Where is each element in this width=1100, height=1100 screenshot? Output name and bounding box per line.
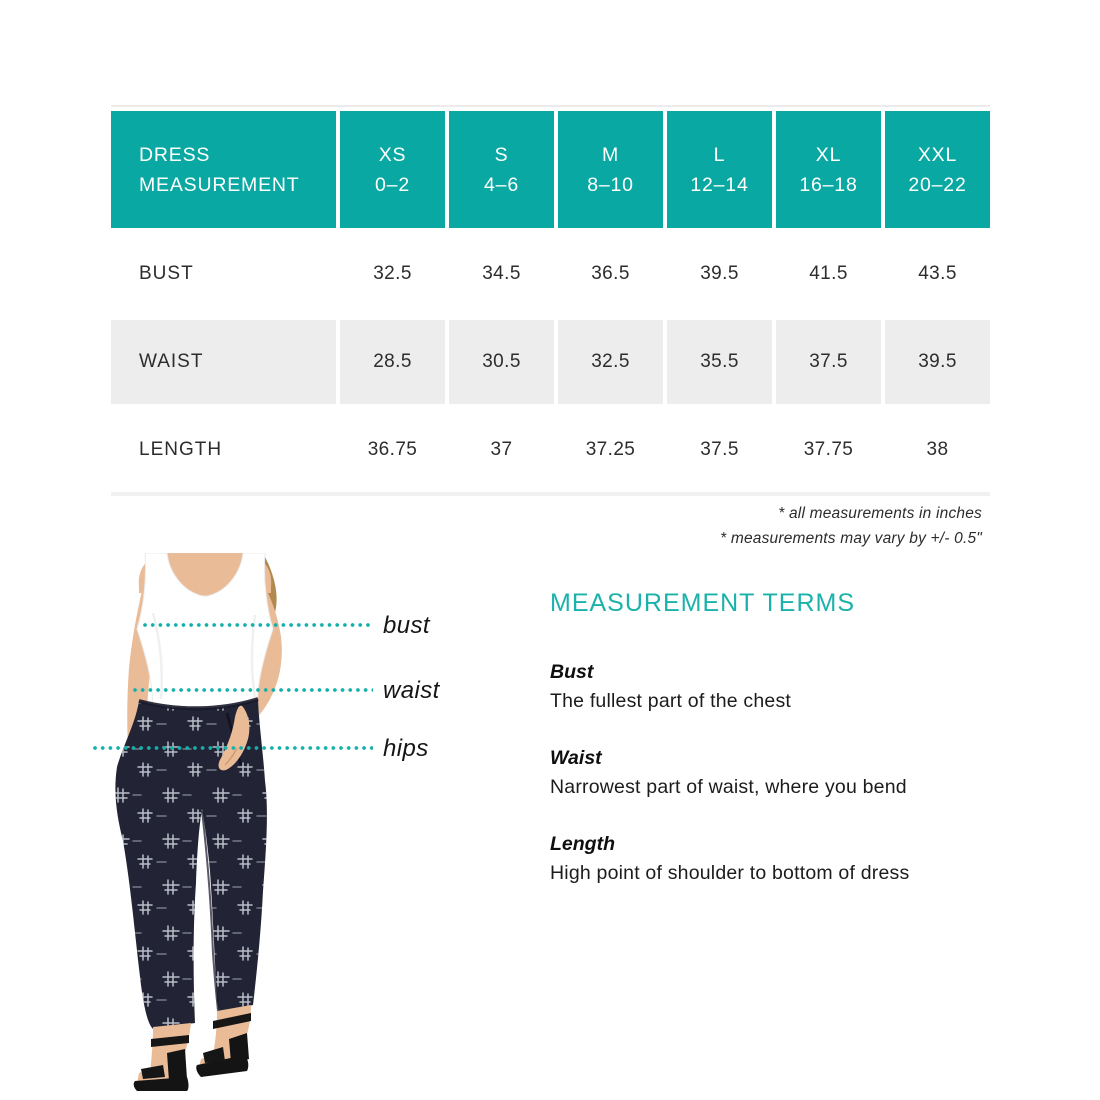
waist-guide-label: waist xyxy=(383,677,440,704)
table-title-line2: MEASUREMENT xyxy=(139,173,300,196)
bust-m: 36.5 xyxy=(558,232,663,316)
footnote-variance: * measurements may vary by +/- 0.5" xyxy=(720,530,982,547)
waist-m: 32.5 xyxy=(558,320,663,404)
column-header-s xyxy=(449,111,554,228)
term-definition: High point of shoulder to bottom of dress xyxy=(550,862,910,884)
hips-guide-line xyxy=(93,746,373,750)
size-range: 12–14 xyxy=(690,173,749,196)
size-range: 20–22 xyxy=(908,173,967,196)
waist-xl: 37.5 xyxy=(776,320,881,404)
bust-xl: 41.5 xyxy=(776,232,881,316)
size-code: XS xyxy=(378,143,407,166)
term-name: Length xyxy=(550,833,615,855)
waist-xs: 28.5 xyxy=(340,320,445,404)
measurement-terms-section xyxy=(550,589,1000,916)
bust-guide-line xyxy=(143,623,373,627)
column-header-xl xyxy=(776,111,881,228)
size-code: L xyxy=(713,143,726,166)
waist-s: 30.5 xyxy=(449,320,554,404)
size-range: 16–18 xyxy=(799,173,858,196)
length-l: 37.5 xyxy=(667,408,772,492)
column-header-xs xyxy=(340,111,445,228)
column-header-l xyxy=(667,111,772,228)
term-definition: Narrowest part of waist, where you bend xyxy=(550,776,907,798)
bust-s: 34.5 xyxy=(449,232,554,316)
size-code: XXL xyxy=(917,143,958,166)
term-length xyxy=(550,830,1000,888)
fit-guide xyxy=(90,553,560,1100)
size-range: 4–6 xyxy=(484,173,519,196)
length-xxl: 38 xyxy=(885,408,990,492)
terms-heading: MEASUREMENT TERMS xyxy=(550,589,856,617)
bust-xs: 32.5 xyxy=(340,232,445,316)
table-title-cell xyxy=(111,111,336,228)
table-footnotes xyxy=(482,501,982,551)
bust-guide-label: bust xyxy=(383,612,430,639)
size-chart-table xyxy=(111,105,990,496)
size-code: XL xyxy=(815,143,842,166)
term-name: Waist xyxy=(550,747,602,769)
row-label-length: LENGTH xyxy=(111,408,336,492)
term-bust xyxy=(550,658,1000,716)
waist-l: 35.5 xyxy=(667,320,772,404)
bust-xxl: 43.5 xyxy=(885,232,990,316)
footnote-inches: * all measurements in inches xyxy=(778,505,982,522)
length-xl: 37.75 xyxy=(776,408,881,492)
size-range: 8–10 xyxy=(587,173,634,196)
term-definition: The fullest part of the chest xyxy=(550,690,792,712)
row-label-bust: BUST xyxy=(111,232,336,316)
row-label-waist: WAIST xyxy=(111,320,336,404)
waist-xxl: 39.5 xyxy=(885,320,990,404)
model-photo xyxy=(105,553,345,1100)
hips-guide-label: hips xyxy=(383,735,429,762)
length-s: 37 xyxy=(449,408,554,492)
size-code: M xyxy=(601,143,620,166)
length-xs: 36.75 xyxy=(340,408,445,492)
term-name: Bust xyxy=(550,661,594,683)
column-header-xxl xyxy=(885,111,990,228)
term-waist xyxy=(550,744,1000,802)
size-code: S xyxy=(494,143,509,166)
size-range: 0–2 xyxy=(375,173,410,196)
waist-guide-line xyxy=(133,688,373,692)
table-title-line1: DRESS xyxy=(139,143,211,166)
column-header-m xyxy=(558,111,663,228)
bust-l: 39.5 xyxy=(667,232,772,316)
length-m: 37.25 xyxy=(558,408,663,492)
